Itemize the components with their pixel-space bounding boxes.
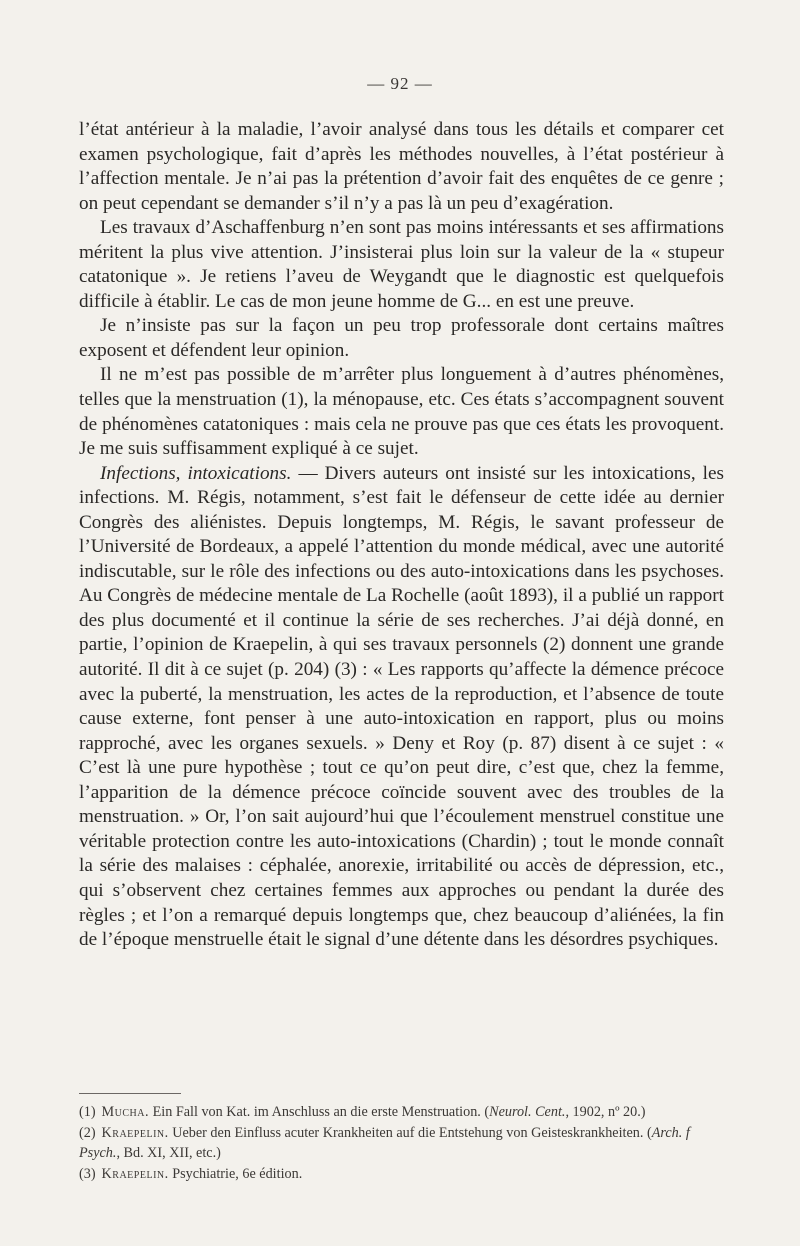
section-heading-infections: Infections, intoxications. <box>100 462 292 484</box>
paragraph-4: Il ne m’est pas possible de m’arrêter plus longuement à d’autres phénomènes, telles que la menstruation (1), la ménopause, etc. Ces états s’accompagnent souvent de phénomènes catatoniques : mais cela ne prouve pas que ces états les provoquent. Je me suis suffisamment expliqué à ce sujet. <box>79 364 724 460</box>
footnote-number: (2) <box>79 1125 96 1142</box>
paragraph-2: Les travaux d’Aschaffenburg n’en sont pas moins intéressants et ses affirmations méritent la plus vive attention. J’insisterai plus loin sur la valeur de la « stupeur catatonique ». Je retiens l’aveu de Weygandt que le diagnostic est quelquefois difficile à établir. Le cas de mon jeune homme de G... en est une preuve. <box>79 217 724 312</box>
footnote-2 <box>79 1124 724 1163</box>
footnote-3 <box>79 1165 724 1184</box>
paragraph-5-text: — Divers auteurs ont insisté sur les intoxications, les infections. M. Régis, notamment, s’est fait le défenseur de cette idée au dernier Congrès des aliénistes. Depuis longtemps, M. Régis, le savant professeur de l’Université de Bordeaux, a appelé l’attention du monde médical, avec une autorité indiscutable, sur le rôle des infections ou des auto-intoxications dans les psychoses. Au Congrès de médecine mentale de La Rochelle (août 1893), il a publié un rapport des plus documenté et il continue la série de ses recherches. J’ai déjà donné, en partie, l’opinion de Kraepelin, à qui ses travaux personnels (2) donnent une grande autorité. Il dit à ce sujet (p. 204) (3) : « Les rapports qu’affecte la démence précoce avec la puberté, la menstruation, les actes de la reproduction, et l’absence de toute cause externe, font penser à une auto-intoxication en rapport, plus ou moins rapproché, avec les organes sexuels. » Deny et Roy (p. 87) disent à ce sujet : « C’est là une pure hypothèse ; tout ce qu’on peut dire, c’est que, chez la femme, l’apparition de la démence précoce coïncide souvent avec des troubles de la menstruation. » Or, l’on sait aujourd’hui que l’écoulement menstruel constitue une véritable protection contre les auto-intoxications (Chardin) ; tout le monde connaît la série des malaises : céphalée, anorexie, irritabilité ou accès de dépression, etc., qui s’observent chez certaines femmes aux approches ou pendant la durée des règles ; et l’on a remarqué depuis longtemps que, chez beaucoup d’aliénées, la fin de l’époque menstruelle était le signal d’une détente dans les désordres psychiques. <box>79 462 724 951</box>
footnote-author: Kraepelin. <box>101 1166 169 1183</box>
footnote-author: Kraepelin. <box>101 1125 169 1142</box>
footnote-text: Psychiatrie, 6e édition. <box>168 1166 303 1183</box>
footnote-tail: , 1902, nº 20.) <box>565 1104 646 1120</box>
paragraph-5 <box>79 462 724 953</box>
footnotes <box>79 1103 724 1187</box>
footnote-1 <box>79 1103 724 1122</box>
paragraph-1: l’état antérieur à la maladie, l’avoir analysé dans tous les détails et comparer cet examen psychologique, fait d’après les méthodes nouvelles, à l’état postérieur à l’affection mentale. Je n’ai pas la prétention d’avoir fait des enquêtes de ce genre ; on peut cependant se demander s’il n’y a pas là un peu d’exagération. <box>79 119 724 214</box>
footnote-journal: Neurol. Cent. <box>489 1104 566 1120</box>
footnote-number: (3) <box>79 1166 96 1183</box>
footnote-text: Ueber den Einfluss acuter Krankheiten auf die Entstehung von Geisteskrankheiten. ( <box>168 1125 652 1142</box>
body-text <box>79 118 724 953</box>
page-number: — 92 — <box>367 74 433 93</box>
footnote-tail: , Bd. XI, XII, etc.) <box>116 1144 221 1161</box>
footnote-divider <box>79 1093 181 1094</box>
paragraph-3: Je n’insiste pas sur la façon un peu trop professorale dont certains maîtres exposent et défendent leur opinion. <box>79 315 724 361</box>
footnote-author: Mucha. <box>101 1104 150 1120</box>
footnote-journal: Arch. f Psych. <box>79 1125 690 1161</box>
footnote-text: Ein Fall von Kat. im Anschluss an die erste Menstruation. ( <box>149 1104 490 1120</box>
footnote-number: (1) <box>79 1104 96 1120</box>
